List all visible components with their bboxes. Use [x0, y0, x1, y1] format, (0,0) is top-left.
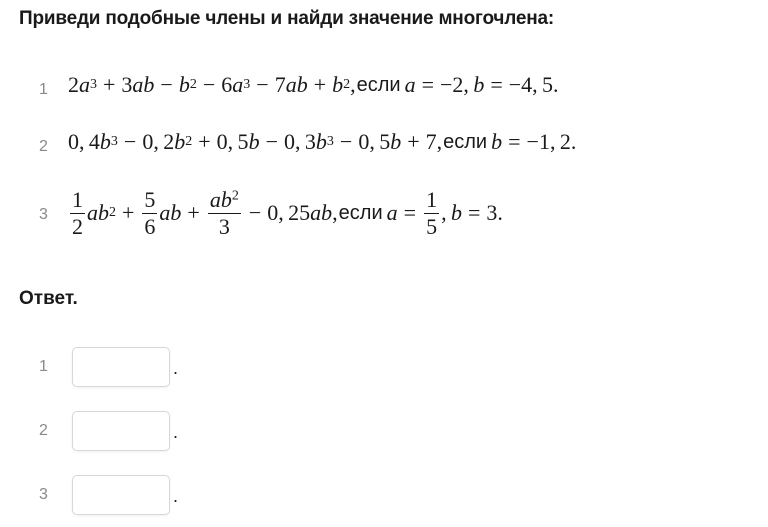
- problem-1: [0, 68, 768, 108]
- answer-input-3[interactable]: [72, 475, 170, 515]
- problem-2: [0, 126, 768, 166]
- answer-input-2[interactable]: [72, 411, 170, 451]
- fraction-ab2-over-3: $\frac{ab^2}{3}$: [209, 186, 239, 239]
- answer-input-1[interactable]: [72, 347, 170, 387]
- answer-title: Ответ.: [19, 288, 78, 309]
- answer-suffix: .: [173, 422, 179, 442]
- answer-row-2: [0, 411, 768, 455]
- problem-number: 3: [39, 206, 48, 223]
- condition-word: если: [443, 130, 488, 153]
- answer-row-1: [0, 347, 768, 391]
- answer-number: 3: [39, 486, 48, 503]
- problem-expression: 2 a 3 + 3 ab − b 2 − 6 a 3 − 7 ab + b 2 , если a = −2, b = −4, 5.: [68, 72, 559, 97]
- answer-number: 2: [39, 422, 48, 439]
- problem-expression: $\frac{1}{2}$ ab 2 + $\frac{5}{6}$ ab + $\frac{ab^2}{3}$ − 0, 25 ab , если a = $\frac{1}{5}$ , b = 3.: [72, 186, 503, 239]
- problem-number: 1: [39, 81, 48, 98]
- task-heading: Приведи подобные члены и найди значение многочлена:: [19, 8, 554, 29]
- condition-word: если: [338, 201, 383, 224]
- fraction-one-fifth: $\frac{1}{5}$: [426, 186, 438, 239]
- fraction-one-half: $\frac{1}{2}$: [72, 186, 83, 239]
- answer-row-3: [0, 475, 768, 519]
- fraction-five-sixths: $\frac{5}{6}$: [144, 186, 156, 239]
- problem-number: 2: [39, 138, 48, 155]
- answer-suffix: .: [173, 486, 179, 506]
- problem-3: [0, 178, 768, 250]
- condition-word: если: [356, 73, 401, 96]
- problem-expression: 0, 4 b 3 − 0, 2 b 2 + 0, 5 b − 0, 3 b 3 − 0, 5 b + 7, если b = −1, 2.: [68, 129, 577, 154]
- answer-number: 1: [39, 358, 48, 375]
- answer-suffix: .: [173, 358, 179, 378]
